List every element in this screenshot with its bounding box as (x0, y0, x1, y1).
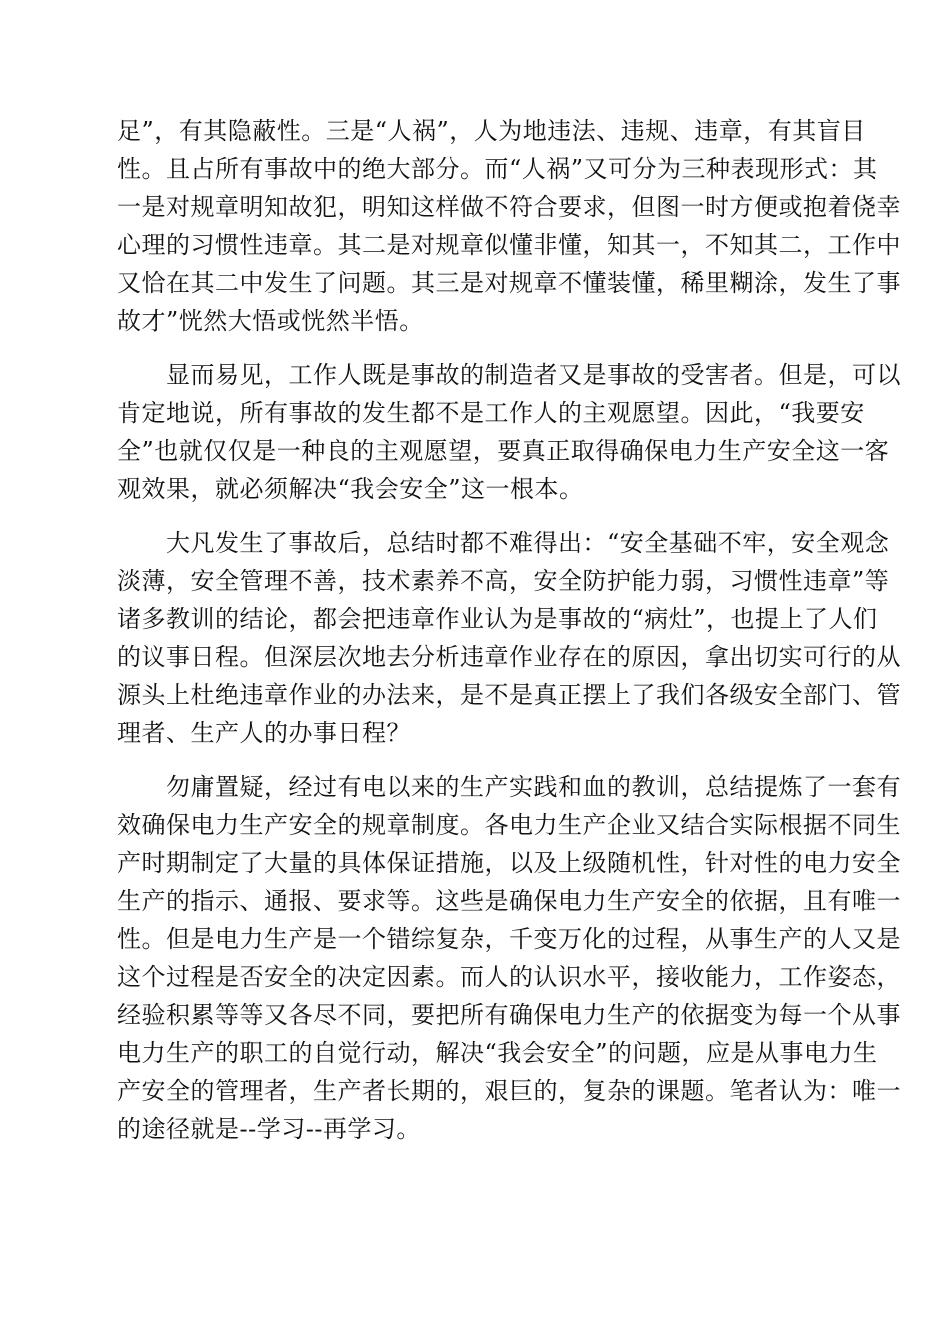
paragraph-1 (117, 112, 901, 340)
text-line: 产时期制定了大量的具体保证措施，以及上级随机性，针对性的电力安全 (117, 849, 901, 877)
text-line: 淡薄，安全管理不善，技术素养不高，安全防护能力弱，习惯性违章”等 (117, 567, 890, 595)
text-line: 诸多教训的结论，都会把违章作业认为是事故的“病灶”，也提上了人们 (117, 605, 878, 633)
text-line: 的途径就是--学习--再学习。 (117, 1115, 421, 1143)
text-line: 性。但是电力生产是一个错综复杂，千变万化的过程，从事生产的人又是 (117, 925, 901, 953)
text-line: 的议事日程。但深层次地去分析违章作业存在的原因，拿出切实可行的从 (117, 643, 901, 671)
text-line: 故才”恍然大悟或恍然半悟。 (117, 307, 424, 335)
text-line: 效确保电力生产安全的规章制度。各电力生产企业又结合实际根据不同生 (117, 811, 901, 839)
text-line: 又恰在其二中发生了问题。其三是对规章不懂装懂，稀里糊涂，发生了事 (117, 269, 901, 297)
text-line: 足”，有其隐蔽性。三是“人祸”，人为地违法、违规、违章，有其盲目 (117, 117, 866, 145)
text-line: 这个过程是否安全的决定因素。而人的认识水平，接收能力，工作姿态， (117, 963, 901, 991)
text-line: 源头上杜绝违章作业的办法来，是不是真正摆上了我们各级安全部门、管 (117, 681, 901, 709)
text-line: 全”也就仅仅是一种良的主观愿望，要真正取得确保电力生产安全这一客 (117, 437, 890, 465)
text-line: 理者、生产人的办事日程？ (117, 719, 411, 747)
text-line: 一是对规章明知故犯，明知这样做不符合要求，但图一时方便或抱着侥幸 (117, 193, 901, 221)
text-line: 显而易见，工作人既是事故的制造者又是事故的受害者。但是，可以 (117, 361, 901, 389)
text-line: 经验积累等等又各尽不同，要把所有确保电力生产的依据变为每一个从事 (117, 1001, 901, 1029)
paragraph-4 (117, 768, 901, 1148)
text-line: 性。且占所有事故中的绝大部分。而“人祸”又可分为三种表现形式：其 (117, 155, 878, 183)
text-line: 心理的习惯性违章。其二是对规章似懂非懂，知其一，不知其二，工作中 (117, 231, 901, 259)
text-line: 观效果，就必须解决“我会安全”这一根本。 (117, 475, 584, 503)
document-page (117, 112, 901, 1164)
text-line: 生产的指示、通报、要求等。这些是确保电力生产安全的依据，且有唯一 (117, 887, 901, 915)
text-line: 大凡发生了事故后，总结时都不难得出：“安全基础不牢，安全观念 (117, 529, 890, 557)
text-line: 电力生产的职工的自觉行动，解决“我会安全”的问题，应是从事电力生 (117, 1039, 878, 1067)
paragraph-3 (117, 524, 901, 752)
paragraph-2 (117, 356, 901, 508)
text-line: 产安全的管理者，生产者长期的，艰巨的，复杂的课题。笔者认为：唯一 (117, 1077, 901, 1105)
text-line: 肯定地说，所有事故的发生都不是工作人的主观愿望。因此，“我要安 (117, 399, 865, 427)
text-line: 勿庸置疑，经过有电以来的生产实践和血的教训，总结提炼了一套有 (117, 773, 901, 801)
